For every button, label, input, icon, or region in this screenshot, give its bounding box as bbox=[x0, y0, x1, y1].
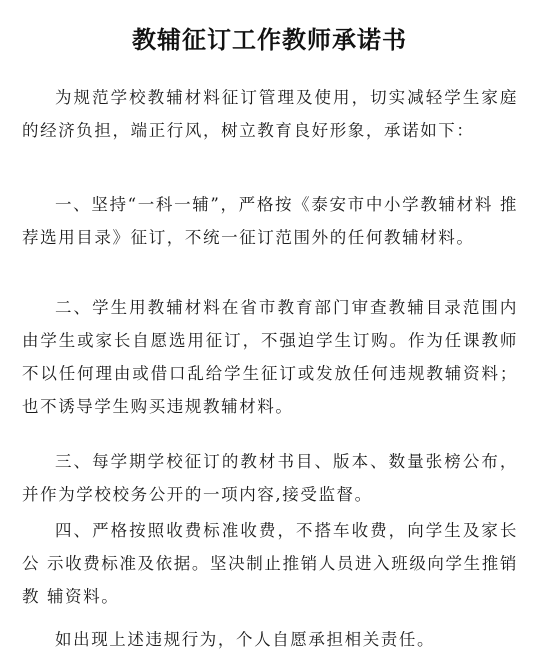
commitment-one-paragraph: 一、坚持“一科一辅”，严格按《泰安市中小学教辅材料 推荐选用目录》征订，不统一征订范围外的任何教辅材料。 bbox=[22, 195, 518, 247]
commitment-four-paragraph: 四、严格按照收费标准收费，不搭车收费，向学生及家长公 示收费标准及依据。坚决制止推销人员进入班级向学生推销教 辅资料。 bbox=[22, 521, 518, 606]
intro-paragraph: 为规范学校教辅材料征订管理及使用，切实减轻学生家庭 的经济负担，端正行风，树立教育良好形象，承诺如下： bbox=[22, 88, 518, 140]
document-title: 教辅征订工作教师承诺书 bbox=[132, 26, 407, 54]
commitment-two-paragraph: 二、学生用教辅材料在省市教育部门审查教辅目录范围内 由学生或家长自愿选用征订，不强迫学生订购。作为任课教师 不以任何理由或借口乱给学生征订或发放任何违规教辅资料； 也不诱导学生购买违规教辅材料。 bbox=[22, 298, 518, 416]
commitment-three-paragraph: 三、每学期学校征订的教材书目、版本、数量张榜公布， 并作为学校校务公开的一项内容,接受监督。 bbox=[22, 452, 518, 504]
closing-paragraph: 如出现上述违规行为，个人自愿承担相关责任。 bbox=[55, 630, 436, 649]
